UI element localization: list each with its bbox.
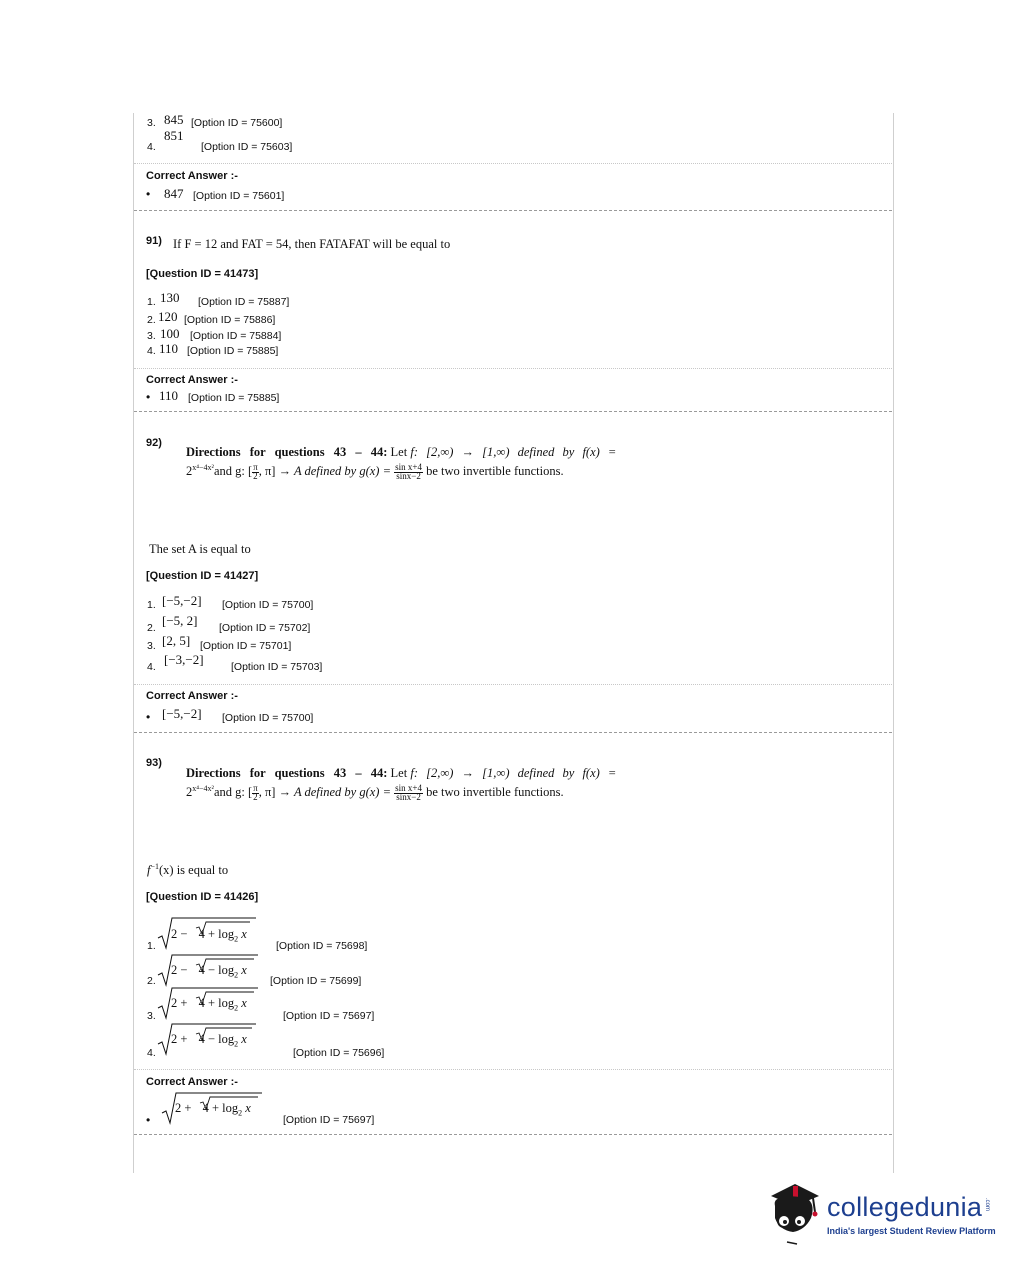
divider: [134, 163, 892, 164]
q93-option-values: [0, 0, 1, 1]
option-id: [Option ID = 75702]: [219, 622, 311, 634]
question-separator: [134, 210, 892, 211]
directions-line-1: [186, 445, 616, 460]
option-id: [Option ID = 75700]: [222, 599, 314, 611]
option-id: [Option ID = 75600]: [191, 117, 283, 129]
correct-answer-label: Correct Answer :-: [146, 170, 238, 182]
directions-heading: Directions for questions 43 – 44:: [186, 445, 388, 459]
option-math-render: $2 + 4 - \log_2 x$: [171, 1032, 247, 1049]
option-id: [Option ID = 75603]: [201, 141, 293, 153]
option-math-render: $2 - 4 - \log_2 x$: [171, 963, 247, 980]
and-g: and g:: [213, 785, 245, 800]
divider: [134, 1069, 892, 1070]
option-number: 4.: [147, 661, 156, 673]
option-value: [−5, 2]: [162, 613, 198, 628]
option-id: [Option ID = 75886]: [184, 314, 276, 326]
bullet: •: [146, 1113, 151, 1127]
option-value: 130: [160, 290, 180, 305]
and-g: and g:: [213, 464, 245, 479]
option-id: [Option ID = 75887]: [198, 296, 290, 308]
g-formula: sin x+4 sinx−2: [395, 462, 422, 482]
answer-option-id: [Option ID = 75885]: [188, 392, 280, 404]
option-value: 110: [159, 341, 179, 356]
mascot-icon: [765, 1176, 827, 1248]
f-formula: $2^{x^4-4x^2}$: [186, 784, 214, 800]
g-formula: sin x+4 sinx−2: [395, 783, 422, 803]
directions-tail: be two invertible functions.: [426, 785, 564, 800]
brand-name: collegedunia: [827, 1192, 983, 1222]
option-value: [0, 0, 1, 1]
question-number: 93): [146, 757, 162, 769]
question-text: $f^{-1}(x)$ is equal to: [147, 862, 229, 878]
answer-option-id: [Option ID = 75697]: [283, 1114, 375, 1126]
option-number: 2.: [147, 975, 156, 987]
option-number: 4.: [147, 1047, 156, 1059]
option-number: 2.: [147, 314, 156, 326]
option-number: 2.: [147, 622, 156, 634]
option-id: [Option ID = 75701]: [200, 640, 292, 652]
question-suffix: (x) is equal to: [159, 863, 229, 878]
question-separator: [134, 1134, 892, 1135]
option-id: [Option ID = 75885]: [187, 345, 279, 357]
answer-value: [−5,−2]: [162, 706, 202, 721]
brand-tagline: India's largest Student Review Platform: [827, 1226, 996, 1236]
answer-option-id: [Option ID = 75700]: [222, 712, 314, 724]
question-number: 92): [146, 437, 162, 449]
f-formula: $2^{x^4-4x^2}$: [186, 463, 214, 479]
question-text: The set A is equal to: [149, 542, 251, 556]
g-domain: [π 2, π]: [247, 783, 276, 803]
correct-answer-label: Correct Answer :-: [146, 1076, 238, 1088]
answer-option-id: [Option ID = 75601]: [193, 190, 285, 202]
option-value: [−3,−2]: [164, 652, 204, 667]
bullet: •: [146, 187, 151, 201]
bullet: •: [146, 710, 151, 724]
directions-line-2: [186, 784, 564, 802]
directions-tail: be two invertible functions.: [426, 464, 564, 479]
answer-value: 110: [159, 388, 179, 403]
option-value: 120: [158, 309, 178, 324]
question-text: If F = 12 and FAT = 54, then FATAFAT will be equal to: [173, 237, 451, 251]
bullet: •: [146, 390, 151, 404]
option-number: 4.: [147, 141, 156, 153]
question-id: [Question ID = 41473]: [146, 268, 259, 280]
question-id: [Question ID = 41426]: [146, 891, 259, 903]
option-id: [Option ID = 75697]: [283, 1010, 375, 1022]
question-separator: [134, 411, 892, 412]
directions-let: Let: [390, 445, 408, 459]
option-value: 845: [164, 112, 184, 127]
g-arrow-a: → A defined by g(x) =: [278, 785, 392, 800]
brand-com: .com: [984, 1198, 990, 1212]
directions-line-2: [186, 463, 564, 481]
correct-answer-label: Correct Answer :-: [146, 690, 238, 702]
answer-math-render: $2 + 4 + \log_2 x$: [175, 1101, 251, 1118]
option-id: [Option ID = 75698]: [276, 940, 368, 952]
option-value: 851: [164, 128, 184, 143]
option-number: 3.: [147, 1010, 156, 1022]
option-id: [Option ID = 75703]: [231, 661, 323, 673]
option-math-render: $2 + 4 + \log_2 x$: [171, 996, 247, 1013]
g-arrow-a: → A defined by g(x) =: [278, 464, 392, 479]
divider: [134, 368, 892, 369]
f-definition: f: [2,∞) → [1,∞) defined by f(x) =: [410, 766, 617, 780]
question-number: 91): [146, 235, 162, 247]
directions-line-1: [186, 766, 616, 781]
option-number: 1.: [147, 599, 156, 611]
option-math-render: $2 - 4 + \log_2 x$: [171, 927, 247, 944]
question-id: [Question ID = 41427]: [146, 570, 259, 582]
question-separator: [134, 732, 892, 733]
f-definition: f: [2,∞) → [1,∞) defined by f(x) =: [410, 445, 617, 459]
option-id: [Option ID = 75699]: [270, 975, 362, 987]
option-value: 100: [160, 326, 180, 341]
directions-let: Let: [390, 766, 408, 780]
option-number: 3.: [147, 117, 156, 129]
option-id: [Option ID = 75696]: [293, 1047, 385, 1059]
g-domain: [π 2, π]: [247, 462, 276, 482]
option-number: 1.: [147, 940, 156, 952]
option-number: 3.: [147, 330, 156, 342]
option-number: 1.: [147, 296, 156, 308]
answer-value: 847: [164, 186, 184, 201]
option-number: 3.: [147, 640, 156, 652]
option-id: [Option ID = 75884]: [190, 330, 282, 342]
option-value: [−5,−2]: [162, 593, 202, 608]
directions-heading: Directions for questions 43 – 44:: [186, 766, 388, 780]
collegedunia-logo: [765, 1176, 995, 1250]
correct-answer-label: Correct Answer :-: [146, 374, 238, 386]
option-number: 4.: [147, 345, 156, 357]
option-value: [2, 5]: [162, 633, 191, 648]
divider: [134, 684, 892, 685]
